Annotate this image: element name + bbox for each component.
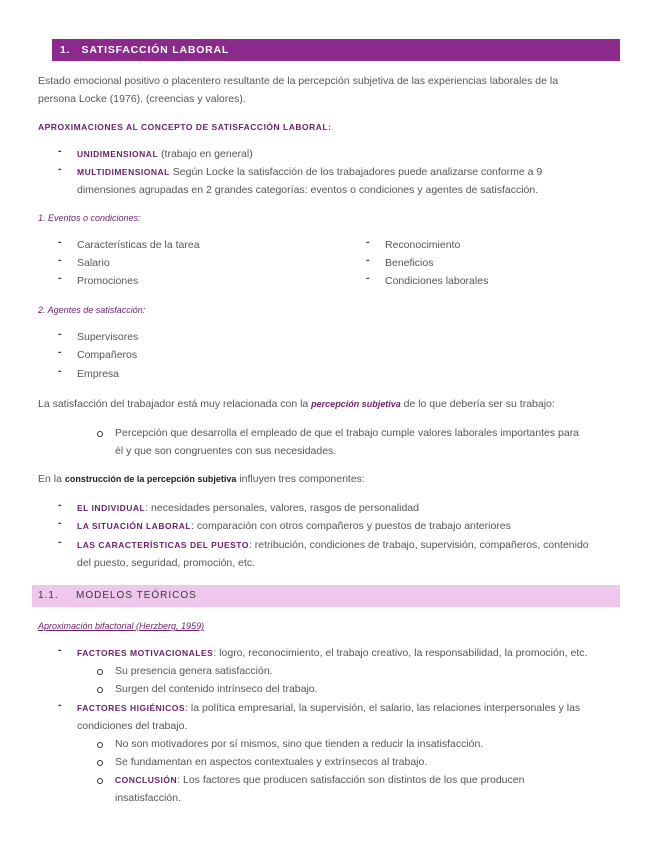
component-keyword: EL INDIVIDUAL [77,503,146,513]
dash-bullet: - [58,517,62,529]
unidimensional-item [77,145,253,163]
construction-keyword: construcción de la percepción subjetiva [64,474,237,484]
agent-item: Compañeros [77,349,138,361]
section-number: 1. [60,44,71,56]
dash-bullet: - [366,254,370,266]
perception-paragraph [38,395,555,413]
dash-bullet: - [58,163,62,175]
circle-bullet [97,431,103,437]
circle-bullet [97,669,103,675]
multidimensional-text: Según Locke la satisfacción de los trabajadores puede analizarse conforme a 9 [169,166,543,178]
agents-heading: 2. Agentes de satisfacción: [38,305,146,315]
section-title: SATISFACCIÓN LABORAL [81,44,230,56]
dash-bullet: - [58,365,62,377]
intro-line-2: persona Locke (1976). (creencias y valores). [38,93,246,105]
dash-bullet: - [58,499,62,511]
component-item-situacion [77,517,511,535]
unidimensional-keyword: UNIDIMENSIONAL [77,149,159,159]
multidimensional-keyword: MULTIDIMENSIONAL [77,167,170,177]
event-item: Promociones [77,275,139,287]
events-heading: 1. Eventos o condiciones: [38,213,141,223]
construction-pre: En la [38,473,65,485]
dash-bullet: - [58,236,62,248]
circle-bullet [97,778,103,784]
construction-paragraph [38,470,365,488]
hygienic-bullet: No son motivadores por sí mismos, sino que tienden a reducir la insatisfacción. [115,738,484,750]
event-item: Condiciones laborales [385,275,489,287]
multidimensional-item [77,163,542,181]
perception-bullet-line-1: Percepción que desarrolla el empleado de que el trabajo cumple valores laborales importantes para [115,427,580,439]
section-title: MODELOS TEÓRICOS [76,590,197,601]
agent-item: Empresa [77,368,120,380]
dash-bullet: - [58,272,62,284]
event-item: Salario [77,257,110,269]
component-text: : necesidades personales, valores, rasgos de personalidad [145,502,419,514]
intro-line-1: Estado emocional positivo o placentero resultante de la percepción subjetiva de las experiencias laborales de la [38,75,559,87]
dash-bullet: - [58,644,62,656]
section-number: 1.1. [38,590,59,601]
agent-item: Supervisores [77,331,139,343]
component-item-puesto [77,536,589,554]
event-item: Reconocimiento [385,239,461,251]
section-heading-satisfaccion-laboral [52,39,620,61]
conclusion-line-2: insatisfacción. [115,792,181,804]
dash-bullet: - [58,699,62,711]
component-puesto-line-2: del puesto, seguridad, promoción, etc. [77,557,256,569]
approaches-heading: APROXIMACIONES AL CONCEPTO DE SATISFACCIÓN LABORAL: [38,122,332,132]
motivational-bullet: Surgen del contenido intrínseco del trabajo. [115,683,318,695]
dash-bullet: - [58,145,62,157]
component-keyword: LAS CARACTERÍSTICAS DEL PUESTO [77,540,249,550]
motivational-keyword: FACTORES MOTIVACIONALES [77,648,214,658]
unidimensional-text: (trabajo en general) [158,148,253,160]
component-keyword: LA SITUACIÓN LABORAL [77,521,192,531]
dash-bullet: - [58,254,62,266]
dash-bullet: - [58,328,62,340]
circle-bullet [97,687,103,693]
dash-bullet: - [366,272,370,284]
circle-bullet [97,760,103,766]
conclusion-keyword: CONCLUSIÓN [115,775,178,785]
hygienic-factors-item [77,699,580,717]
dash-bullet: - [366,236,370,248]
perception-post: de lo que debería ser su trabajo: [400,398,555,410]
motivational-factors-item [77,644,587,662]
bifactorial-heading: Aproximación bifactorial (Herzberg, 1959) [38,621,205,631]
perception-bullet-line-2: él y que son congruentes con sus necesidades. [115,445,337,457]
conclusion-item [115,771,524,789]
component-item-individual [77,499,419,517]
event-item: Beneficios [385,257,434,269]
construction-post: influyen tres componentes: [236,473,365,485]
motivational-text: : logro, reconocimiento, el trabajo creativo, la responsabilidad, la promoción, etc. [213,647,588,659]
multidimensional-line-2: dimensiones agrupadas en 2 grandes categorías: eventos o condiciones y agentes de satisfacción. [77,184,539,196]
motivational-bullet: Su presencia genera satisfacción. [115,665,273,677]
dash-bullet: - [58,536,62,548]
perception-keyword: percepción subjetiva [311,399,401,409]
section-heading-modelos-teoricos [32,585,620,607]
component-text: : comparación con otros compañeros y puestos de trabajo anteriores [191,520,511,532]
conclusion-text: : Los factores que producen satisfacción son distintos de los que producen [177,774,525,786]
event-item: Características de la tarea [77,239,200,251]
hygienic-bullet: Se fundamentan en aspectos contextuales y extrínsecos al trabajo. [115,756,428,768]
hygienic-keyword: FACTORES HIGIÉNICOS [77,703,186,713]
hygienic-line-2: condiciones del trabajo. [77,720,188,732]
circle-bullet [97,742,103,748]
component-text: : retribución, condiciones de trabajo, supervisión, compañeros, contenido [248,539,589,551]
hygienic-text: : la política empresarial, la supervisión, el salario, las relaciones interpersonales y las [185,702,581,714]
dash-bullet: - [58,346,62,358]
perception-pre: La satisfacción del trabajador está muy relacionada con la [38,398,312,410]
